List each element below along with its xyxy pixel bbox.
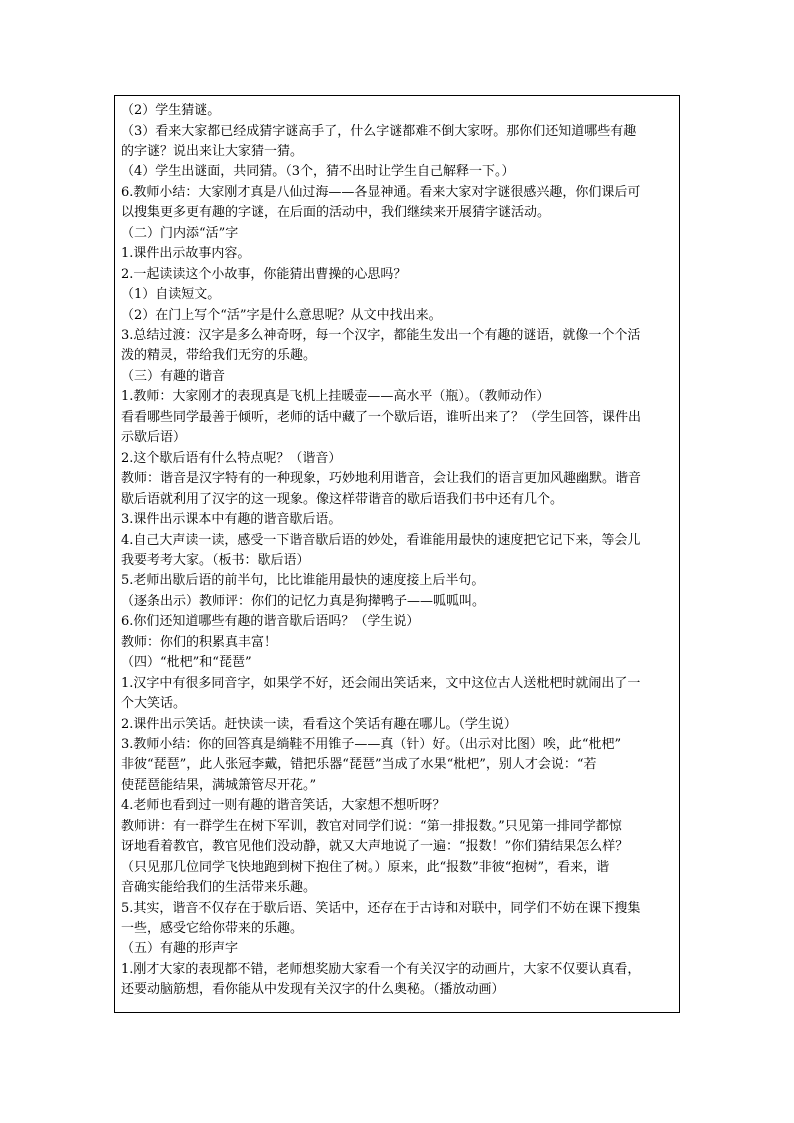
text-line: 1.课件出示故事内容。 xyxy=(121,246,251,262)
text-line: 6.你们还知道哪些有趣的谐音歇后语吗？（学生说） xyxy=(121,614,420,630)
text-line: 个大笑话。 xyxy=(121,696,187,711)
text-line: 以搜集更多更有趣的字谜，在后面的活动中，我们继续来开展猜字谜活动。 xyxy=(121,205,551,221)
text-line: （二）门内添“活”字 xyxy=(121,225,239,241)
text-line: （4）学生出谜面，共同猜。（3个，猜不出时让学生自己解释一下。） xyxy=(121,164,515,180)
text-line: 歇后语就利用了汉字的这一现象。像这样带谐音的歇后语我们书中还有几个。 xyxy=(121,491,564,507)
text-line: 教师讲：有一群学生在树下军训，教官对同学们说：“第一排报数。”只见第一排同学都惊 xyxy=(121,818,622,834)
text-line: 音确实能给我们的生活带来乐趣。 xyxy=(121,880,317,896)
text-line: （逐条出示）教师评：你们的记忆力真是狗撵鸭子——呱呱叫。 xyxy=(121,593,486,609)
text-line: 1.汉字中有很多同音字，如果学不好，还会闹出笑话来，文中这位古人送枇杷时就闹出了一 xyxy=(121,675,641,691)
text-line: 我要考考大家。（板书：歇后语） xyxy=(121,552,310,568)
text-line: 3.课件出示课本中有趣的谐音歇后语。 xyxy=(121,512,342,527)
text-line: 还要动脑筋想，看你能从中发现有关汉字的什么奥秘。（播放动画） xyxy=(121,982,505,998)
text-line: （2）在门上写个“活”字是什么意思呢？从文中找出来。 xyxy=(121,307,442,323)
text-line: 4.老师也看到过一则有趣的谐音笑话，大家想不想听呀？ xyxy=(121,798,446,814)
text-line: （只见那几位同学飞快地跑到树下抱住了树。）原来，此“报数”非彼“抱树”，看来，谐 xyxy=(121,859,610,875)
text-line: （1）自读短文。 xyxy=(121,287,221,302)
text-line: 示歇后语） xyxy=(121,430,187,446)
text-line: 看看哪些同学最善于倾听，老师的话中藏了一个歇后语，谁听出来了？（学生回答，课件出 xyxy=(121,409,642,425)
text-line: 讶地看着教官，教官见他们没动静，就又大声地说了一遍：“报数！”你们猜结果怎么样？ xyxy=(121,839,629,855)
text-line: 的字谜？说出来让大家猜一猜。 xyxy=(121,143,304,159)
text-line: （2）学生猜谜。 xyxy=(121,103,221,118)
text-line: 1.刚才大家的表现都不错，老师想奖励大家看一个有关汉字的动画片，大家不仅要认真看， xyxy=(121,961,641,977)
text-line: 5.其实，谐音不仅存在于歇后语、笑话中，还存在于古诗和对联中，同学们不妨在课下搜集 xyxy=(121,900,641,916)
text-line: 1.教师：大家刚才的表现真是飞机上挂暖壶——高水平（瓶）。（教师动作） xyxy=(121,389,550,405)
text-line: 使琵琶能结果，满城箫管尽开花。” xyxy=(121,777,317,793)
text-line: 非彼“琵琶”，此人张冠李戴，错把乐器“琵琶”当成了水果“枇杷”，别人才会说：“若 xyxy=(121,757,597,773)
text-line: 一些，感受它给你带来的乐趣。 xyxy=(121,921,304,936)
text-line: 3.教师小结：你的回答真是绱鞋不用锥子——真（针）好。（出示对比图）唉，此“枇杷” xyxy=(121,736,622,752)
text-line: 2.课件出示笑话。赶快读一读，看看这个笑话有趣在哪儿。（学生说） xyxy=(121,716,517,732)
text-line: （五）有趣的形声字 xyxy=(121,941,239,957)
text-line: （四）“枇杷”和“琵琶” xyxy=(121,655,252,671)
text-line: 2.一起读读这个小故事，你能猜出曹操的心思吗？ xyxy=(121,266,407,282)
text-line: 6.教师小结：大家刚才真是八仙过海——各显神通。看来大家对字谜很感兴趣，你们课后可 xyxy=(121,184,641,200)
text-line: 教师：谐音是汉字特有的一种现象，巧妙地利用谐音，会让我们的语言更加风趣幽默。谐音 xyxy=(121,471,642,487)
text-line: （三）有趣的谐音 xyxy=(121,368,226,384)
text-line: 4.自己大声读一读，感受一下谐音歇后语的妙处，看谁能用最快的速度把它记下来，等会儿 xyxy=(121,532,641,548)
text-line: 教师：你们的积累真丰富！ xyxy=(121,634,278,650)
text-line: （3）看来大家都已经成猜字谜高手了，什么字谜都难不倒大家呀。那你们还知道哪些有趣 xyxy=(121,123,637,139)
text-line: 2.这个歇后语有什么特点呢？（谐音） xyxy=(121,450,342,466)
text-line: 泼的精灵，带给我们无穷的乐趣。 xyxy=(121,348,317,364)
text-line: 3.总结过渡：汉字是多么神奇呀，每一个汉字，都能生发出一个有趣的谜语，就像一个个活 xyxy=(121,327,641,343)
text-line: 5.老师出歇后语的前半句，比比谁能用最快的速度接上后半句。 xyxy=(121,573,485,589)
